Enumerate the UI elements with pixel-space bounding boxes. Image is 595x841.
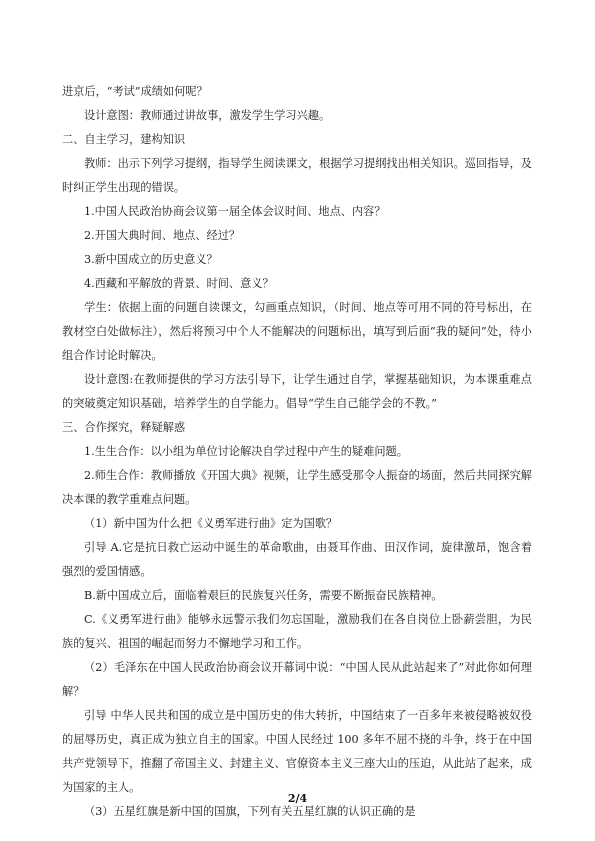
body-paragraph: 引导 A.它是抗日救亡运动中诞生的革命歌曲，由聂耳作曲、田汉作词，旋律激昂，饱含着强烈的爱国情感。 [62,541,532,578]
section-line: 三、合作探究，释疑解惑 [62,421,186,434]
body-paragraph: C.《义勇军进行曲》能够永远警示我们勿忘国耻，激励我们在各自岗位上卧薪尝胆，为民族的复兴、祖国的崛起而努力不懈地学习和工作。 [62,613,532,650]
body-paragraph: 4.西藏和平解放的背景、时间、意义？ [84,277,274,290]
body-paragraph: （3）五星红旗是新中国的国旗，下列有关五星红旗的认识正确的是 [84,805,416,818]
body-paragraph: 引导 中华人民共和国的成立是中国历史的伟大转折，中国结束了一百多年来被侵略被奴役的屈辱历史，真正成为独立自主的国家。中国人民经过 100 多年不屈不挠的斗争，终于在中国共产党领导下，推翻了帝国主义、封建主义、官僚资本主义三座大山的压迫，从此站了起来，成为国家的主人。 [62,709,532,794]
page-number: 2/4 [287,792,308,805]
body-paragraph: 2.开国大典时间、地点、经过？ [84,229,241,242]
body-paragraph: （2）毛泽东在中国人民政治协商会议开幕词中说：“中国人民从此站起来了”对此你如何理解？ [62,661,532,698]
body-paragraph: 设计意图:在教师提供的学习方法引导下，让学生通过自学，掌握基础知识，为本课重难点的突破奠定知识基础，培养学生的自学能力。倡导“学生自己能学会的不教。” [62,373,532,410]
body-paragraph: 教师：出示下列学习提纲，指导学生阅读课文，根据学习提纲找出相关知识。巡回指导，及时纠正学生出现的错误。 [62,157,532,194]
body-paragraph: 设计意图：教师通过讲故事，激发学生学习兴趣。 [84,109,331,122]
body-paragraph: 1.中国人民政治协商会议第一届全体会议时间、地点、内容？ [84,205,386,218]
section-line: 进京后，“考试”成绩如何呢？ [62,85,208,98]
document-body [62,80,532,824]
body-paragraph: B.新中国成立后，面临着艰巨的民族复兴任务，需要不断振奋民族精神。 [84,589,443,602]
body-paragraph: 学生：依据上面的问题自读课文，勾画重点知识，（时间、地点等可用不同的符号标出，在教材空白处做标注），然后将预习中个人不能解决的问题标出，填写到后面“我的疑问”处，待小组合作讨论时解决。 [62,301,532,362]
section-line: 二、自主学习，建构知识 [62,133,186,146]
body-paragraph: 3.新中国成立的历史意义？ [84,253,218,266]
body-paragraph: （1）新中国为什么把《义勇军进行曲》定为国歌？ [84,517,338,530]
body-paragraph: 1.生生合作：以小组为单位讨论解决自学过程中产生的疑难问题。 [84,445,408,458]
body-paragraph: 2.师生合作：教师播放《开国大典》视频，让学生感受那令人振奋的场面，然后共同探究解决本课的教学重难点问题。 [62,469,532,506]
